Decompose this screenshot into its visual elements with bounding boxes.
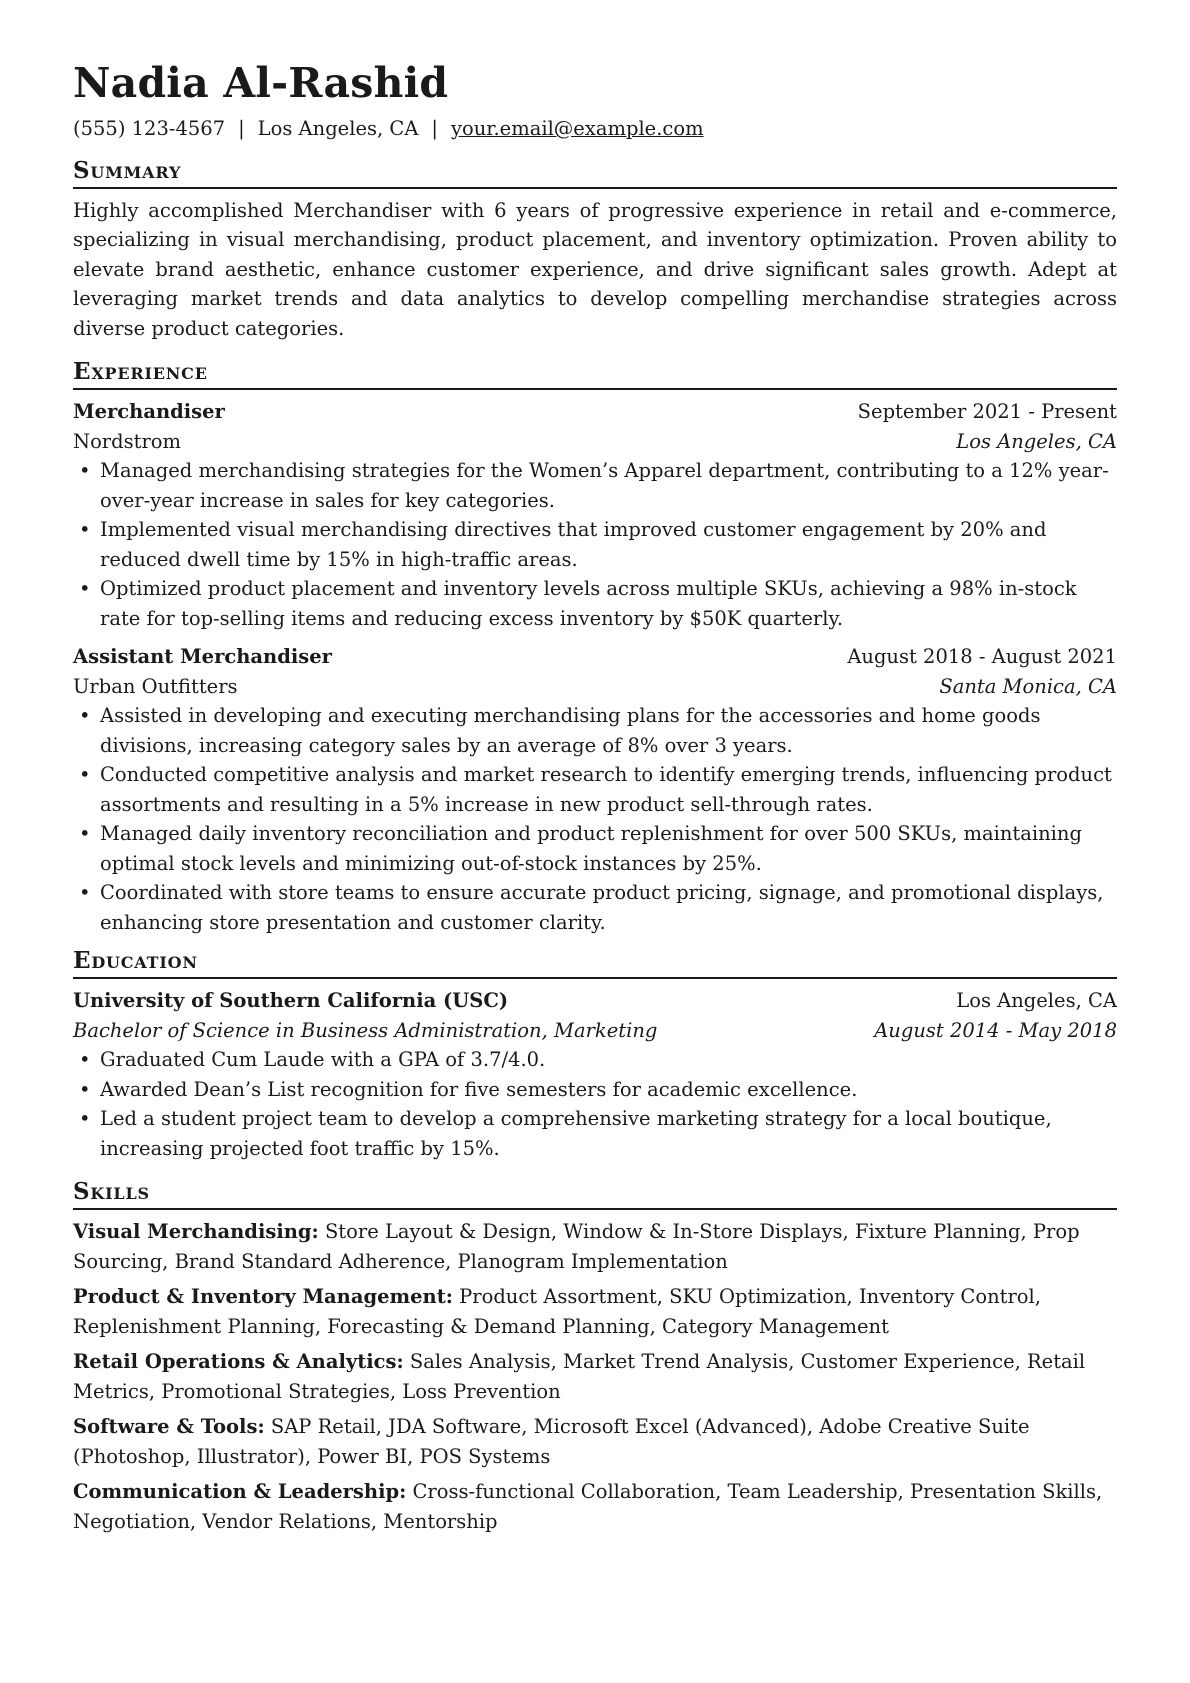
location: Los Angeles, CA [257,117,419,140]
degree: Bachelor of Science in Business Administration, Marketing [73,1018,658,1042]
summary-text: Highly accomplished Merchandiser with 6 years of progressive experience in retail and e-commerce, specializing in visual merchandising, product placement, and inventory optimization. Proven ability to elevate brand aesthetic, enhance customer experience, and drive significant sales growth. Adept at leveraging market trends and data analytics to develop compelling merchandise strategies across diverse product categories. [73,198,1117,340]
skill-group-label: Retail Operations & Analytics: [73,1350,404,1373]
email-link[interactable]: your.email@example.com [450,117,704,140]
skill-group-label: Communication & Leadership: [73,1480,407,1503]
skill-group [73,1412,1117,1471]
education-bullets [73,1045,1117,1163]
job-bullets [73,701,1117,937]
job-title: Assistant Merchandiser [73,645,332,668]
bullet-item: • Awarded Dean’s List recognition for five semesters for academic excellence. [73,1075,1117,1105]
education-header [73,986,1117,1016]
bullet-item: • Assisted in developing and executing merchandising plans for the accessories and home goods divisions, increasing category sales by an average of 8% over 3 years. [73,701,1117,760]
skill-group [73,1347,1117,1406]
job-location: Santa Monica, CA [939,674,1117,698]
job-dates: September 2021 - Present [857,400,1117,423]
contact-separator: | [431,117,438,140]
education-entry [73,986,1117,1163]
bullet-item: • Graduated Cum Laude with a GPA of 3.7/4.0. [73,1045,1117,1075]
job-dates: August 2018 - August 2021 [847,645,1117,668]
bullet-item: • Managed merchandising strategies for the Women’s Apparel department, contributing to a 12% year-over-year increase in sales for key categories. [73,456,1117,515]
skill-group [73,1477,1117,1536]
skill-group-label: Visual Merchandising: [73,1220,319,1243]
skill-group-items: Product Assortment, SKU Optimization, Inventory Control, Replenishment Planning, Forecasting & Demand Planning, Category Management [73,1285,1041,1338]
bullet-item: • Optimized product placement and inventory levels across multiple SKUs, achieving a 98% in-stock rate for top-selling items and reducing excess inventory by $50K quarterly. [73,574,1117,633]
summary-heading: Summary [73,156,1117,189]
job-entry [73,642,1117,937]
skill-group-label: Software & Tools: [73,1415,265,1438]
job-company: Urban Outfitters [73,674,238,698]
candidate-name: Nadia Al-Rashid [73,59,449,107]
bullet-item: • Conducted competitive analysis and market research to identify emerging trends, influencing product assortments and resulting in a 5% increase in new product sell-through rates. [73,760,1117,819]
skill-group [73,1282,1117,1341]
job-subheader [73,427,1117,457]
bullet-item: • Managed daily inventory reconciliation and product replenishment for over 500 SKUs, maintaining optimal stock levels and minimizing out-of-stock instances by 25%. [73,819,1117,878]
bullet-item: • Implemented visual merchandising directives that improved customer engagement by 20% and reduced dwell time by 15% in high-traffic areas. [73,515,1117,574]
bullet-item: • Coordinated with store teams to ensure accurate product pricing, signage, and promotional displays, enhancing store presentation and customer clarity. [73,878,1117,937]
skill-group-items: Store Layout & Design, Window & In-Store Displays, Fixture Planning, Prop Sourcing, Brand Standard Adherence, Planogram Implementation [73,1220,1080,1273]
school-name: University of Southern California (USC) [73,989,509,1012]
job-company: Nordstrom [73,429,182,453]
skill-group-items: SAP Retail, JDA Software, Microsoft Excel (Advanced), Adobe Creative Suite (Photoshop, Illustrator), Power BI, POS Systems [73,1415,1030,1468]
job-location: Los Angeles, CA [956,429,1117,453]
contact-separator: | [238,117,245,140]
education-heading: Education [73,946,1117,979]
job-header [73,397,1117,427]
contact-line [73,114,1117,144]
phone-number: (555) 123-4567 [73,117,226,140]
skills-heading: Skills [73,1177,1117,1210]
job-bullets [73,456,1117,633]
skill-group-items: Cross-functional Collaboration, Team Leadership, Presentation Skills, Negotiation, Vendor Relations, Mentorship [73,1480,1103,1533]
skill-group-items: Sales Analysis, Market Trend Analysis, Customer Experience, Retail Metrics, Promotional Strategies, Loss Prevention [73,1350,1086,1403]
job-header [73,642,1117,672]
skill-group [73,1217,1117,1276]
job-subheader [73,672,1117,702]
education-dates: August 2014 - May 2018 [874,1018,1117,1042]
experience-heading: Experience [73,357,1117,390]
job-entry [73,397,1117,633]
job-title: Merchandiser [73,400,225,423]
skill-group-label: Product & Inventory Management: [73,1285,453,1308]
education-subheader [73,1016,1117,1046]
school-location: Los Angeles, CA [956,989,1117,1012]
bullet-item: • Led a student project team to develop a comprehensive marketing strategy for a local boutique, increasing projected foot traffic by 15%. [73,1104,1117,1163]
